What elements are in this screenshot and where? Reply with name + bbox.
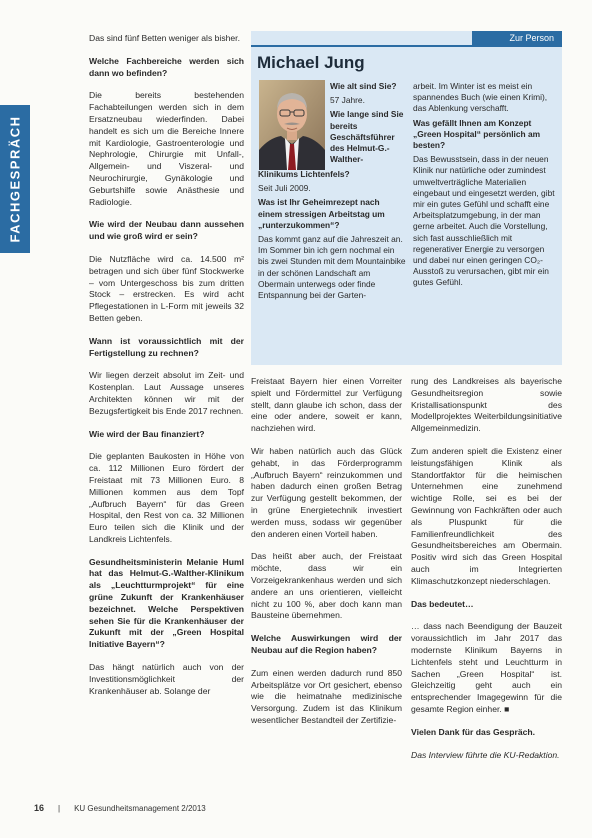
profile-name: Michael Jung [257,53,365,72]
article-column-2 [251,376,402,738]
paragraph: Die bereits bestehenden Fachabteilungen werden sich in dem Ersatzneubau wiederfinden. Dabei handelt es sich um die Bereiche Innere mit Kardiologie, Gastroenterologie und Nephrologie, Chirurgie mit Unfall-, Allgemein- und Viszeral- und Neurochirurgie, Gynäkologie und Geburtshilfe sowie Anästhesie und Radiologie. [89,90,244,207]
paragraph: Wir haben natürlich auch das Glück gehabt, in das Förderprogramm „Aufbruch Bayern“ reinzukommen und haben dadurch einen großen Betrag zur Verfügung gestellt bekommen, der in grüne Energietechnik investiert werden muss, sodass wir gegenüber den anderen einen Vorteil haben. [251,445,402,539]
question-heading: Was ist Ihr Geheimrezept nach einem stressigen Arbeitstag um „runterzukommen“? [258,197,385,230]
paragraph: Die Nutzfläche wird ca. 14.500 m² betragen und sich über fünf Stockwerke – vom Untergeschoss bis zum dritten Stock – erstrecken. Es wird acht Pflegestationen in L-Form mit jeweils 32 Betten geben. [89,253,244,323]
paragraph: Das hängt natürlich auch von der Investitionsmöglichkeit der Krankenhäuser ab. Solange der [89,662,244,696]
question-heading: Das bedeutet… [411,598,474,609]
publication-name: KU Gesundheitsmanagement 2/2013 [74,804,206,813]
paragraph: Das kommt ganz auf die Jahreszeit an. Im Sommer bin ich gern nochmal ein bis zwei Stunden mit dem Mountainbike in der schönen Landschaft am Obermain unterwegs oder finde Entspannung bei der Garten- [258,234,406,301]
paragraph: Wir liegen derzeit absolut im Zeit- und Kostenplan. Laut Aussage unseres Architekten können wir mit der Bezugsfertigkeit bis Ende 2017 rechnen. [89,370,244,416]
paragraph: Das Interview führte die KU-Redaktion. [411,749,560,760]
question-heading: Wie wird der Bau finanziert? [89,428,205,439]
question-heading: Was gefällt Ihnen am Konzept „Green Hospital“ persönlich am besten? [413,117,541,151]
profile-col-1 [330,81,405,168]
footer-separator: | [58,804,61,813]
section-sidebar [0,105,30,253]
profile-tag: Zur Person [472,31,562,45]
paragraph: Zum anderen spielt die Existenz einer leistungsfähigen Klinik als Standortfaktor für die heimischen Unternehmen eine zunehmend wichtige Rolle, sei es bei der Gewinnung von Fachkräften oder auch als Pluspunkt für die Familienfreundlichkeit des Gesundheitsbereiches am Obermain. Positiv wird sich das Green Hospital auch im Integrierten Klimaschutzkonzept niederschlagen. [411,445,562,586]
question-heading: Wie lange sind Sie bereits Geschäftsführer des Helmut-G.-Walther- [330,109,404,165]
question-heading: Klinikums Lichtenfels? [258,169,350,179]
paragraph: Das sind fünf Betten weniger als bisher. [89,33,240,43]
page-number: 16 [34,803,45,813]
paragraph: Das heißt aber auch, der Freistaat möchte, dass wir ein Vorzeigekrankenhaus werden und sich andere an uns orientieren, vielleicht nicht zu 100 %, aber doch kann man Bausteine übernehmen. [251,551,402,621]
article-column-1 [89,33,244,708]
paragraph: Seit Juli 2009. [258,183,311,194]
paragraph: … dass nach Beendigung der Bauzeit voraussichtlich im Jahr 2017 das modernste Klinikum Bayerns in Lichtenfels steht und Leuchtturm in Sachen „Green Hospital“ ist. Gleichzeitig geht auch ein entsprechender Imagegewinn für die gesamte Region einher. ■ [411,621,562,714]
article-column-3 [411,376,562,772]
profile-rule [251,45,562,47]
question-heading: Wann ist voraussichtlich mit der Fertigstellung zu rechnen? [89,335,244,358]
question-heading: Wie alt sind Sie? [330,81,397,91]
paragraph: Die geplanten Baukosten in Höhe von ca. 112 Millionen Euro fördert der Freistaat mit 73 Millionen Euro. 8 Millionen kommen aus dem Topf „Aufbruch Bayern“ für das Green Hospital, den Rest von ca. 32 Millionen Euro teilen sich die Klinik und der Landkreis Lichtenfels. [89,451,244,544]
question-heading: Vielen Dank für das Gespräch. [411,726,536,737]
question-heading: Wie wird der Neubau dann aussehen und wie groß wird er sein? [89,219,244,242]
profile-col-3 [413,81,555,292]
paragraph: Freistaat Bayern hier einen Vorreiter spielt und Fördermittel zur Verfügung stellt, dann glaube ich schon, dass der eine oder andere, soweit er kann, nachziehen wird. [251,376,402,434]
paragraph: rung des Landkreises als bayerische Gesundheitsregion sowie Kristallisationspunkt des Modellprojektes Weiterbildungsinitiative Allgemeinmedizin. [411,376,562,434]
question-heading: Gesundheitsministerin Melanie Huml hat das Helmut-G.-Walther-Klinikum als „Leuchtturmprojekt“ für eine grüne Zukunft der Krankenhäuser bezeichnet. Welche Perspektiven sehen Sie für die Krankenhäuser der Zukunft mit der „Green Hospital Initiative Bayern“? [89,556,244,650]
page-footer [34,803,206,813]
question-heading: Welche Auswirkungen wird der Neubau auf die Region haben? [251,633,402,655]
profile-box [251,31,562,365]
portrait-photo [259,80,325,170]
question-heading: Welche Fachbereiche werden sich dann wo befinden? [89,55,244,78]
paragraph: Das Bewusstsein, dass in der neuen Klinik nur natürliche oder zumindest umweltverträgliche Materialien eingebaut und eingesetzt werden, gibt mir ein gutes Gefühl und schafft eine Arbeitsplatzumgebung, in der man gerne arbeitet. Auch die Vorstellung, sich fast ausschließlich mit regenerativer Energie zu versorgen und dabei nur einen geringen CO₂-Ausstoß zu verursachen, gibt mir ein gutes Gefühl. [413,154,555,288]
paragraph: arbeit. Im Winter ist es meist ein spannendes Buch (wie einen Krimi), das Ablenkung verschafft. [413,81,548,114]
paragraph: Zum einen werden dadurch rund 850 Arbeitsplätze vor Ort gesichert, ebenso wie die heimatnahe medizinische Versorgung. Zudem ist das Klinikum wesentlicher Bestandteil der Zertifizie- [251,667,402,725]
section-label: FACHGESPRÄCH [7,115,23,243]
profile-col-2 [258,169,406,304]
paragraph: 57 Jahre. [330,95,365,106]
